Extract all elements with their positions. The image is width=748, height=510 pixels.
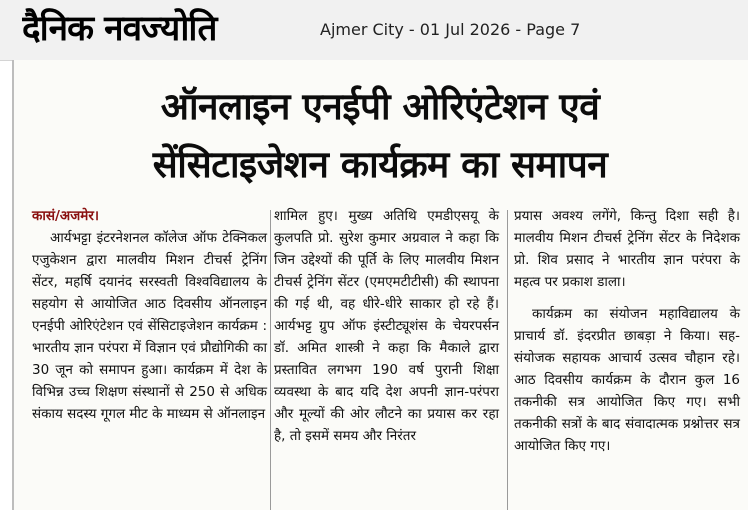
edition-info: Ajmer City - 01 Jul 2026 - Page 7 <box>320 20 581 39</box>
newspaper-logo: दैनिक नवज्योति <box>22 9 217 49</box>
column-divider <box>507 210 508 510</box>
column-1-text: आर्यभट्टा इंटरनेशनल कॉलेज ऑफ टेक्निकल एजुकेशन द्वारा मालवीय मिशन टीचर्स ट्रेनिंग सेंटर, महर्षि दयानंद सरस्वती विश्वविद्यालय के सहयोग से आयोजित आठ दिवसीय ऑनलाइन एनईपी ओरिएंटेशन एवं सेंसिटाइजेशन कार्यक्रम : भारतीय ज्ञान परंपरा में विज्ञान एवं प्रौद्योगिकी का 30 जून को समापन हुआ। कार्यक्रम में देश के विभिन्न उच्च शिक्षण संस्थानों से 250 से अधिक संकाय सदस्य गूगल मीट के माध्यम से ऑनलाइन <box>32 230 267 422</box>
masthead <box>0 0 748 61</box>
column-3-paragraph-2: कार्यक्रम का संयोजन महाविद्यालय के प्राचार्य डॉ. इंदरप्रीत छाबड़ा ने किया। सह-संयोजक सहायक आचार्य उत्सव चौहान रहे। आठ दिवसीय कार्यक्रम के दौरान कुल 16 तकनीकी सत्र आयोजित किए गए। सभी तकनीकी सत्रों के बाद संवादात्मक प्रश्नोत्तर सत्र आयोजित किए गए। <box>514 306 740 454</box>
article-clipping <box>12 60 748 510</box>
article-column-2 <box>274 205 499 447</box>
column-3-paragraph-1: प्रयास अवश्य लगेंगे, किन्तु दिशा सही है। मालवीय मिशन टीचर्स ट्रेनिंग सेंटर के निदेशक प्रो. शिव प्रसाद ने भारतीय ज्ञान परंपरा के महत्व पर प्रकाश डाला। <box>514 208 740 290</box>
dateline: कासं/अजमेर। <box>32 208 99 224</box>
headline-line-1: ऑनलाइन एनईपी ओरिएंटेशन एवं <box>160 85 600 128</box>
column-2-text: शामिल हुए। मुख्य अतिथि एमडीएसयू के कुलपति प्रो. सुरेश कुमार अग्रवाल ने कहा कि जिन उद्देश्यों की पूर्ति के लिए मालवीय मिशन टीचर्स ट्रेनिंग सेंटर (एमएमटीटीसी) की स्थापना की गई थी, वह धीरे-धीरे साकार हो रहे हैं। आर्यभट्ट ग्रुप ऑफ इंस्टीट्यूशंस के चेयरपर्सन डॉ. अमित शास्त्री ने कहा कि मैकाले द्वारा प्रस्तावित लगभग 190 वर्ष पुरानी शिक्षा व्यवस्था के बाद यदि देश अपनी ज्ञान-परंपरा और मूल्यों की ओर लौटने का प्रयास कर रहा है, तो इसमें समय और निरंतर <box>274 208 499 444</box>
headline-line-2: सेंसिटाइजेशन कार्यक्रम का समापन <box>152 143 608 186</box>
article-column-1 <box>32 205 267 425</box>
column-divider <box>270 210 271 510</box>
article-column-3 <box>514 205 740 457</box>
